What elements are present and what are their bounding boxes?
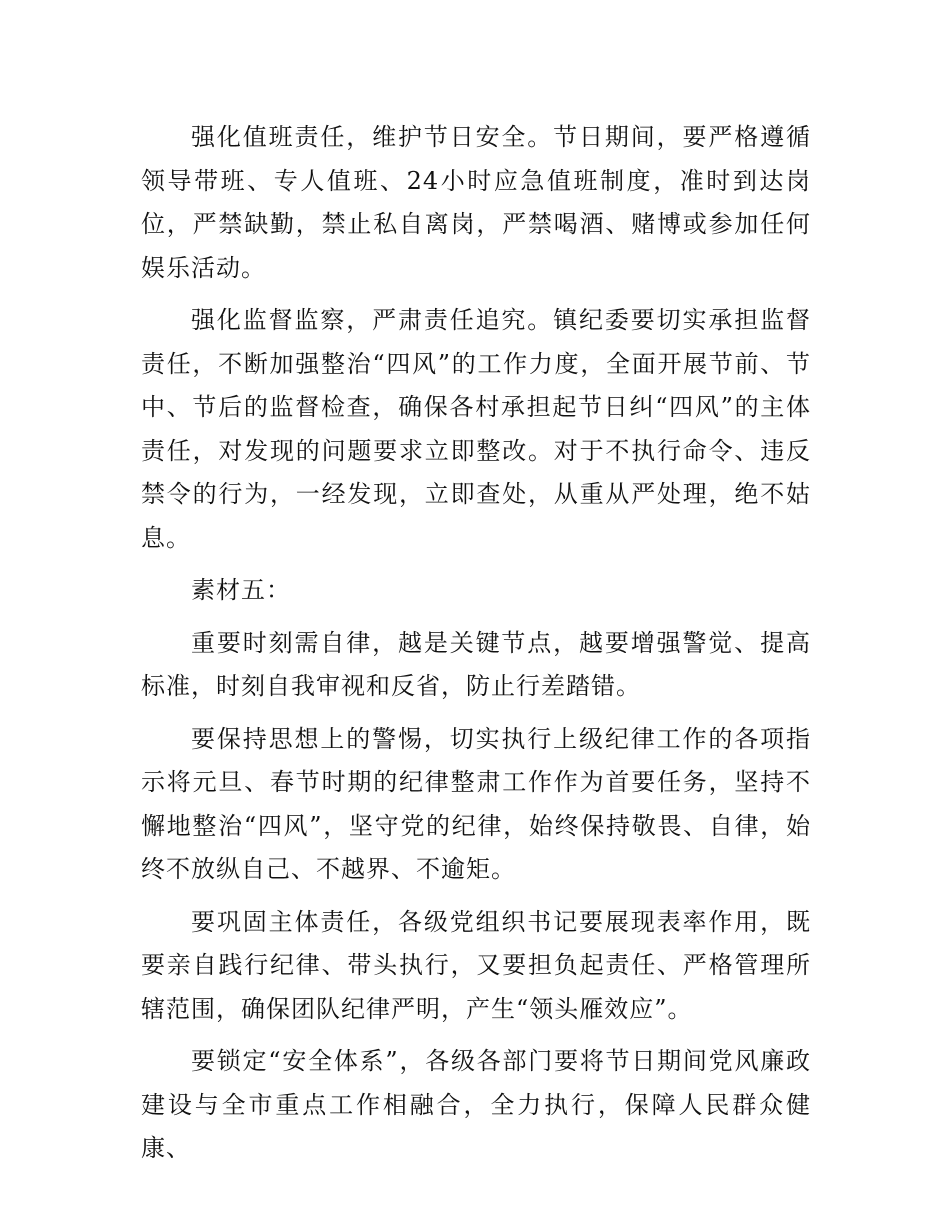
paragraph-supervision: 强化监督监察，严肃责任追究。镇纪委要切实承担监督责任，不断加强整治“四风”的工作力度，全面开展节前、节中、节后的监督检查，确保各村承担起节日纠“四风”的主体责任，对发现的问题要求立即整改。对于不执行命令、违反禁令的行为，一经发现，立即查处，从重从严处理，绝不姑息。 (141, 306, 811, 552)
section-heading-material-five: 素材五： (191, 576, 291, 604)
paragraph-self-discipline: 重要时刻需自律，越是关键节点，越要增强警觉、提高标准，时刻自我审视和反省，防止行差踏错。 (141, 628, 811, 700)
paragraph-safety-system: 要锁定“安全体系”，各级各部门要将节日期间党风廉政建设与全市重点工作相融合，全力执行，保障人民群众健康、 (141, 1047, 811, 1162)
paragraph-vigilance: 要保持思想上的警惕，切实执行上级纪律工作的各项指示将元旦、春节时期的纪律整肃工作作为首要任务，坚持不懈地整治“四风”，坚守党的纪律，始终保持敬畏、自律，始终不放纵自己、不越界、不逾矩。 (141, 724, 811, 883)
paragraph-duty-responsibility: 强化值班责任，维护节日安全。节日期间，要严格遵循领导带班、专人值班、24小时应急值班制度，准时到达岗位，严禁缺勤，禁止私自离岗，严禁喝酒、赌博或参加任何娱乐活动。 (141, 123, 811, 282)
paragraph-main-responsibility: 要巩固主体责任，各级党组织书记要展现表率作用，既要亲自践行纪律、带头执行，又要担负起责任、严格管理所辖范围，确保团队纪律严明，产生“领头雁效应”。 (141, 907, 811, 1023)
document-body (141, 116, 811, 1180)
